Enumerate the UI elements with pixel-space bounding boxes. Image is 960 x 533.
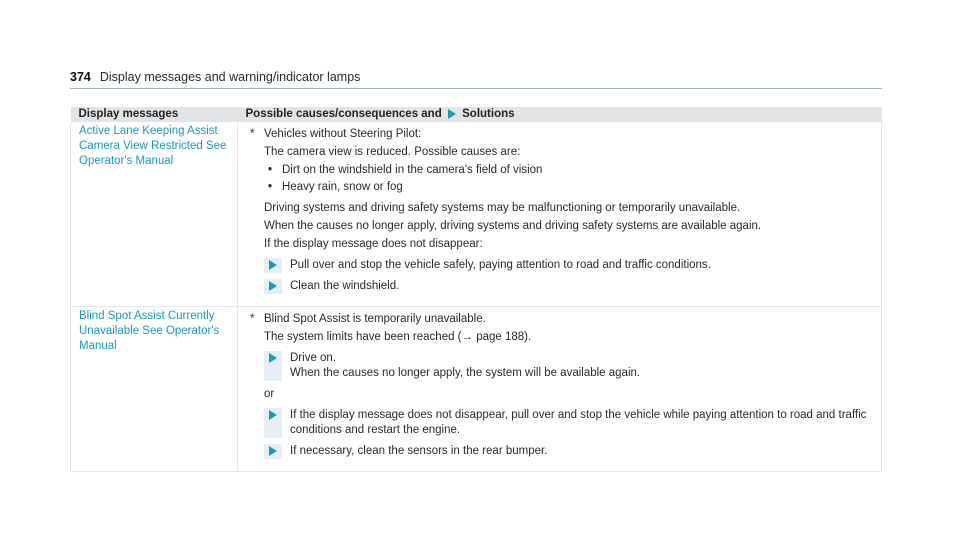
table-row <box>71 307 882 472</box>
header-divider <box>70 88 882 89</box>
cause-line <box>246 127 873 142</box>
bullet-list <box>264 163 873 195</box>
action-marker <box>264 408 282 438</box>
action-marker <box>264 258 282 273</box>
page-header <box>70 70 882 84</box>
action-step <box>264 351 873 381</box>
list-item <box>264 180 873 195</box>
action-marker <box>264 351 282 381</box>
action-text: Clean the windshield. <box>290 280 400 292</box>
action-step <box>264 444 873 459</box>
table-row <box>71 122 882 307</box>
column-header-messages: Display messages <box>71 107 238 122</box>
column-header-causes <box>238 107 882 122</box>
display-message-text: Active Lane Keeping Assist Camera View Restricted See Operator's Manual <box>79 125 227 167</box>
list-item <box>264 163 873 178</box>
causes-cell <box>238 122 882 307</box>
page-number: 374 <box>70 70 91 84</box>
or-separator: or <box>264 388 275 400</box>
bullet-icon: • <box>268 164 273 176</box>
cause-text: Blind Spot Assist is temporarily unavailable. <box>264 313 486 325</box>
action-marker <box>264 444 282 459</box>
asterisk-icon: * <box>250 128 255 140</box>
column-header-causes-text: Possible causes/consequences and <box>245 108 442 120</box>
action-text-line: When the causes no longer apply, the system will be available again. <box>290 367 641 379</box>
action-step <box>264 279 873 294</box>
play-arrow-icon <box>269 353 277 363</box>
table-header-row <box>71 107 882 122</box>
action-step <box>264 408 873 438</box>
action-step <box>264 258 873 273</box>
paragraph: When the causes no longer apply, driving systems and driving safety systems are available again. <box>264 220 762 232</box>
paragraph: If the display message does not disappear: <box>264 238 483 250</box>
message-cell <box>71 307 238 472</box>
list-item-text: Heavy rain, snow or fog <box>282 181 403 193</box>
bullet-icon: • <box>268 181 273 193</box>
causes-cell <box>238 307 882 472</box>
play-arrow-icon <box>269 446 277 456</box>
cause-line <box>246 312 873 327</box>
play-arrow-icon <box>448 109 456 119</box>
cause-text: Vehicles without Steering Pilot: <box>264 128 422 140</box>
play-arrow-icon <box>269 281 277 291</box>
action-text <box>290 351 640 381</box>
column-header-solutions-text: Solutions <box>462 108 515 120</box>
asterisk-icon: * <box>250 313 255 325</box>
action-text-line: Drive on. <box>290 352 337 364</box>
play-arrow-icon <box>269 410 277 420</box>
action-text: If necessary, clean the sensors in the rear bumper. <box>290 445 548 457</box>
action-marker <box>264 279 282 294</box>
paragraph: The camera view is reduced. Possible causes are: <box>264 146 521 158</box>
message-cell <box>71 122 238 307</box>
display-messages-table <box>70 107 882 472</box>
play-arrow-icon <box>269 260 277 270</box>
display-message-text: Blind Spot Assist Currently Unavailable See Operator's Manual <box>79 310 220 352</box>
action-text: Pull over and stop the vehicle safely, paying attention to road and traffic conditions. <box>290 259 711 271</box>
paragraph: The system limits have been reached (→ page 188). <box>264 331 532 343</box>
list-item-text: Dirt on the windshield in the camera's field of vision <box>282 164 543 176</box>
paragraph: Driving systems and driving safety systems may be malfunctioning or temporarily unavailable. <box>264 202 741 214</box>
action-text: If the display message does not disappear, pull over and stop the vehicle while paying attention to road and traffic conditions and restart the engine. <box>290 409 867 436</box>
page-title: Display messages and warning/indicator lamps <box>99 70 361 84</box>
